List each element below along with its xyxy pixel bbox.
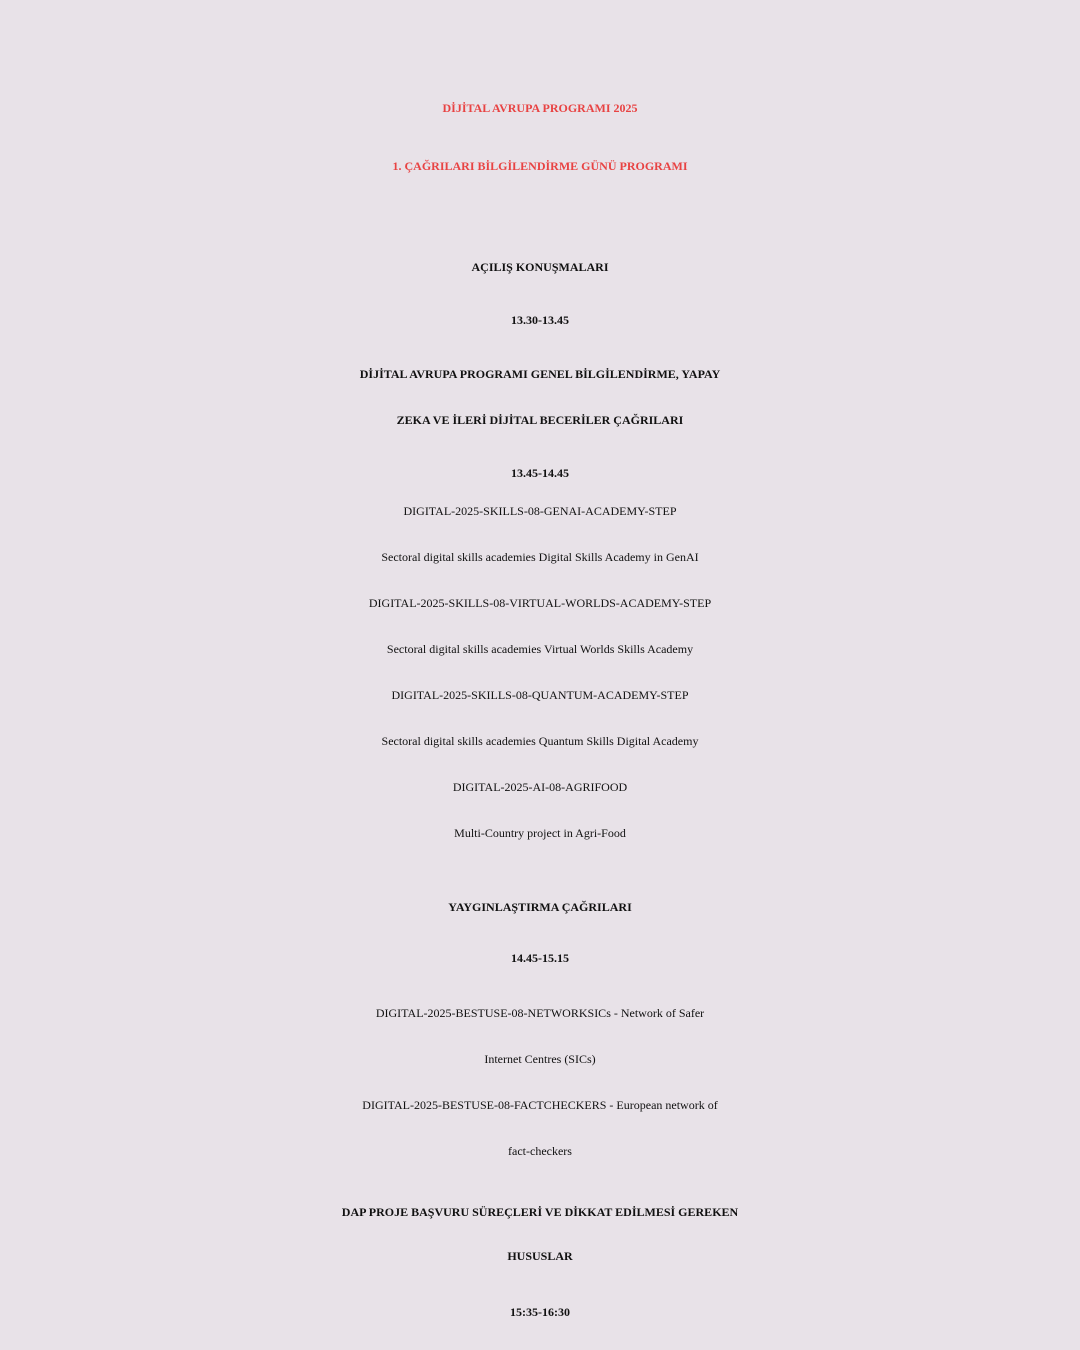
page-title-line-1: DİJİTAL AVRUPA PROGRAMI 2025 xyxy=(442,101,638,115)
page-title-line-2: 1. ÇAĞRILARI BİLGİLENDİRME GÜNÜ PROGRAMI xyxy=(392,159,688,173)
general-time: 13.45-14.45 xyxy=(511,466,569,480)
opening-heading: AÇILIŞ KONUŞMALARI xyxy=(471,260,609,274)
general-heading-line-1: DİJİTAL AVRUPA PROGRAMI GENEL BİLGİLENDİRME, YAPAY xyxy=(359,367,721,381)
general-item: Sectoral digital skills academies Quantum Skills Digital Academy xyxy=(381,734,699,748)
general-heading-line-2: ZEKA VE İLERİ DİJİTAL BECERİLER ÇAĞRILARI xyxy=(396,413,684,427)
application-time: 15:35-16:30 xyxy=(510,1305,570,1319)
dissemination-heading: YAYGINLAŞTIRMA ÇAĞRILARI xyxy=(448,900,632,914)
opening-time: 13.30-13.45 xyxy=(511,313,569,327)
general-item: Sectoral digital skills academies Virtual Worlds Skills Academy xyxy=(386,642,694,656)
dissemination-item: DIGITAL-2025-BESTUSE-08-FACTCHECKERS - European network of xyxy=(362,1098,718,1112)
general-item: DIGITAL-2025-SKILLS-08-QUANTUM-ACADEMY-STEP xyxy=(391,688,689,702)
dissemination-time: 14.45-15.15 xyxy=(511,951,569,965)
general-item: DIGITAL-2025-SKILLS-08-VIRTUAL-WORLDS-ACADEMY-STEP xyxy=(368,596,712,610)
application-heading-line-2: HUSUSLAR xyxy=(507,1249,573,1263)
general-item: Multi-Country project in Agri-Food xyxy=(454,826,626,840)
dissemination-item: DIGITAL-2025-BESTUSE-08-NETWORKSICs - Network of Safer xyxy=(375,1006,705,1020)
application-heading-line-1: DAP PROJE BAŞVURU SÜREÇLERİ VE DİKKAT EDİLMESİ GEREKEN xyxy=(341,1205,739,1219)
general-item: DIGITAL-2025-SKILLS-08-GENAI-ACADEMY-STEP xyxy=(403,504,677,518)
general-item: Sectoral digital skills academies Digital Skills Academy in GenAI xyxy=(381,550,699,564)
dissemination-item: fact-checkers xyxy=(508,1144,572,1158)
dissemination-item: Internet Centres (SICs) xyxy=(484,1052,596,1066)
general-item: DIGITAL-2025-AI-08-AGRIFOOD xyxy=(452,780,628,794)
